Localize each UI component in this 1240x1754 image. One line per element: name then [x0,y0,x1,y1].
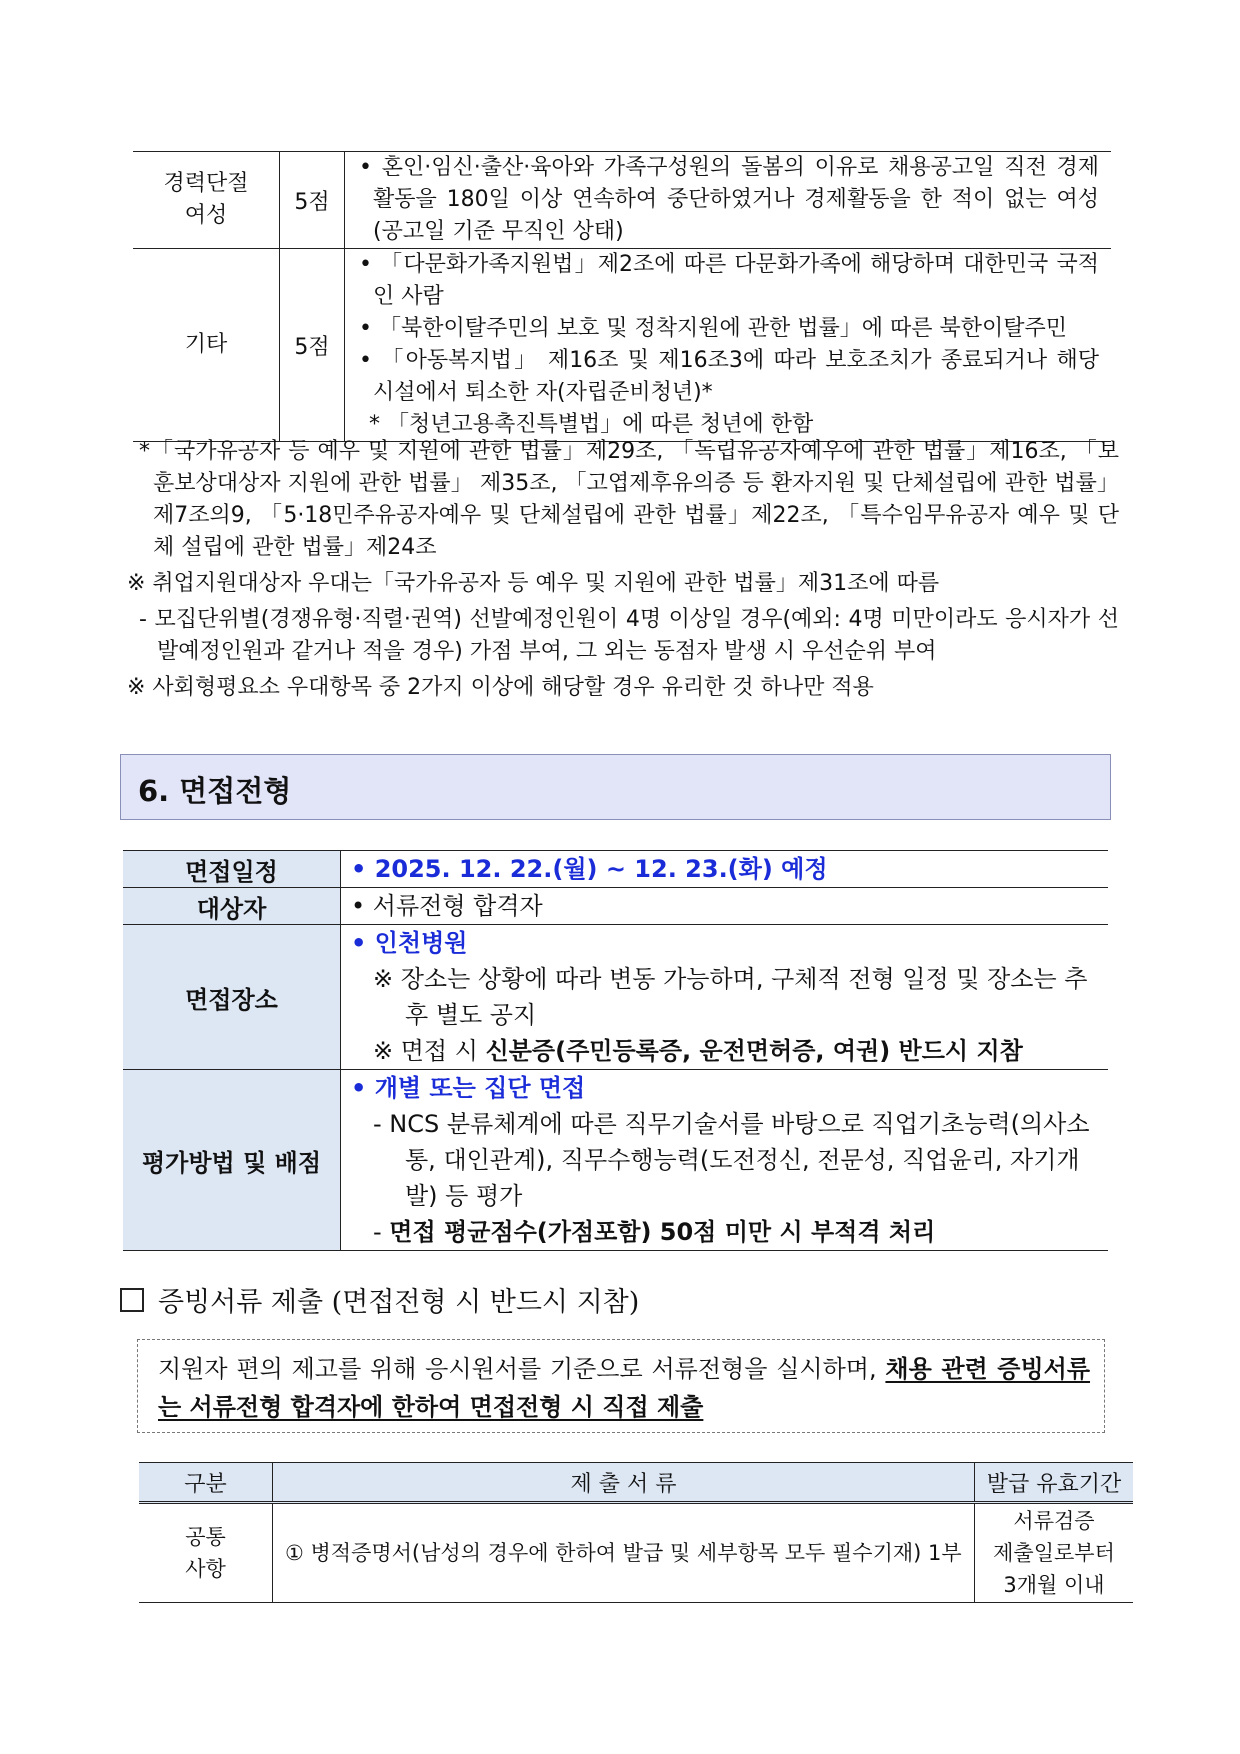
category-label: 사항 [185,1557,226,1581]
checkbox-square-icon [120,1288,144,1312]
points-cell: 5점 [280,152,345,249]
category-label: 공통 [185,1525,226,1549]
id-note-bold: 신분증(주민등록증, 운전면허증, 여권) 반드시 지참 [485,1037,1023,1065]
bullet-item: • 「아동복지법」 제16조 및 제16조3에 따라 보호조치가 종료되거나 해당 시설에서 퇴소한 자(자립준비청년)* [359,348,1099,405]
bullet-item: • 「북한이탈주민의 보호 및 정착지원에 관한 법률」에 따른 북한이탈주민 [359,316,1067,341]
row-header: 면접일정 [123,851,341,888]
section-title: 6. 면접전형 [138,774,292,808]
place-cell [341,925,1109,1070]
note-employment-support: ※ 취업지원대상자 우대는「국가유공자 등 예우 및 지원에 관한 법률」제31조에 따름 [127,571,940,596]
description-cell [345,152,1112,249]
interview-table [123,850,1108,1251]
bullet-text: 「아동복지법」 제16조 및 제16조3에 따라 보호조치가 종료되거나 해당 시설에서 퇴소한 자(자립준비청년)* [373,348,1099,405]
bullet-item: • 혼인·임신·출산·육아와 가족구성원의 돌봄의 이유로 채용공고일 직전 경제활동을 180일 이상 연속하여 중단하였거나 경제활동을 한 적이 없는 여성(공고일 기준 무직인 상태) [359,155,1099,244]
id-note-prefix: ※ 면접 시 [373,1037,486,1065]
place-value: • 인천병원 [351,929,468,957]
document-cell: ① 병적증명서(남성의 경우에 한하여 발급 및 세부항목 모두 필수기재) 1부 [273,1503,975,1603]
cutoff-bold: 면접 평균점수(가점포함) 50점 미만 시 부적격 처리 [389,1218,936,1246]
table-row [139,1503,1133,1603]
table-header-row [139,1463,1133,1503]
column-header: 제 출 서 류 [273,1463,975,1503]
method-detail: - NCS 분류체계에 따른 직무기술서를 바탕으로 직업기초능력(의사소통, 대인관계), 직무수행능력(도전정신, 전문성, 직업윤리, 자기개발) 등 평가 [373,1110,1090,1210]
column-header: 발급 유효기간 [975,1463,1134,1503]
description-cell [345,249,1112,442]
table-row [123,1070,1108,1251]
table-row [123,925,1108,1070]
table-row [123,888,1108,925]
bullet-text: 「다문화가족지원법」제2조에 따른 다문화가족에 해당하며 대한민국 국적인 사람 [373,252,1099,309]
validity-line: 3개월 이내 [1003,1573,1105,1597]
note-single-preference: ※ 사회형평요소 우대항목 중 2가지 이상에 해당할 경우 유리한 것 하나만 적용 [127,675,874,700]
documents-title [120,1280,639,1319]
validity-line: 제출일로부터 [993,1541,1115,1565]
column-header: 구분 [139,1463,273,1503]
method-cutoff [351,1214,1098,1250]
category-cell: 기타 [133,249,280,442]
bullet-text: 「북한이탈주민의 보호 및 정착지원에 관한 법률」에 따른 북한이탈주민 [378,316,1067,341]
points-cell: 5점 [280,249,345,442]
method-value: • 개별 또는 집단 면접 [351,1074,586,1102]
validity-cell [975,1503,1134,1603]
preference-table [133,151,1111,442]
table-row [133,249,1111,442]
table-row [123,851,1108,888]
target-value: • 서류전형 합격자 [341,888,1109,925]
category-label: 경력단절 [163,171,249,196]
notice-plain: 지원자 편의 제고를 위해 응시원서를 기준으로 서류전형을 실시하며, [158,1355,886,1383]
notice-bold: 채용 관련 증빙서류는 서류전형 합격자에 한하여 면접전형 시 직접 제출 [158,1355,1091,1421]
section-header [120,754,1111,820]
note-bonus-points: - 모집단위별(경쟁유형·직렬·권역) 선발예정인원이 4명 이상일 경우(예외: 4명 미만이라도 응시자가 선발예정인원과 같거나 적을 경우) 가점 부여, 그 외는 동점자 발생 시 우선순위 부여 [139,607,1119,664]
cutoff-prefix: - [373,1218,390,1246]
documents-notice [137,1339,1105,1433]
bullet-item: • 「다문화가족지원법」제2조에 따른 다문화가족에 해당하며 대한민국 국적인 사람 [359,252,1099,309]
star-footnote: *「국가유공자 등 예우 및 지원에 관한 법률」제29조, 「독립유공자예우에 관한 법률」제16조, 「보훈보상대상자 지원에 관한 법률」 제35조, 「고엽제후유의증 등 환자지원 및 단체설립에 관한 법률」제7조의9, 「5·18민주유공자예우 및 단체설립에 관한 법률」제22조, 「특수임무유공자 예우 및 단체 설립에 관한 법률」제24조 [139,439,1119,560]
category-label: 여성 [184,203,228,228]
method-cell [341,1070,1109,1251]
place-note: ※ 장소는 상황에 따라 변동 가능하며, 구체적 전형 일정 및 장소는 추후 별도 공지 [373,965,1088,1029]
bullet-text: 혼인·임신·출산·육아와 가족구성원의 돌봄의 이유로 채용공고일 직전 경제활동을 180일 이상 연속하여 중단하였거나 경제활동을 한 적이 없는 여성(공고일 기준 무직인 상태) [373,155,1099,244]
schedule-value: • 2025. 12. 22.(월) ~ 12. 23.(화) 예정 [341,851,1109,888]
documents-title-text: 증빙서류 제출 (면접전형 시 반드시 지참) [158,1287,640,1318]
row-header: 평가방법 및 배점 [123,1070,341,1251]
footnotes [127,436,1119,704]
row-header: 면접장소 [123,925,341,1070]
documents-table [139,1462,1133,1603]
validity-line: 서류검증 [1013,1509,1095,1533]
table-note: * 「청년고용촉진특별법」에 따른 청년에 한함 [369,412,814,437]
category-cell [133,152,280,249]
id-note [351,1033,1098,1069]
category-cell [139,1503,273,1603]
row-header: 대상자 [123,888,341,925]
table-row [133,152,1111,249]
